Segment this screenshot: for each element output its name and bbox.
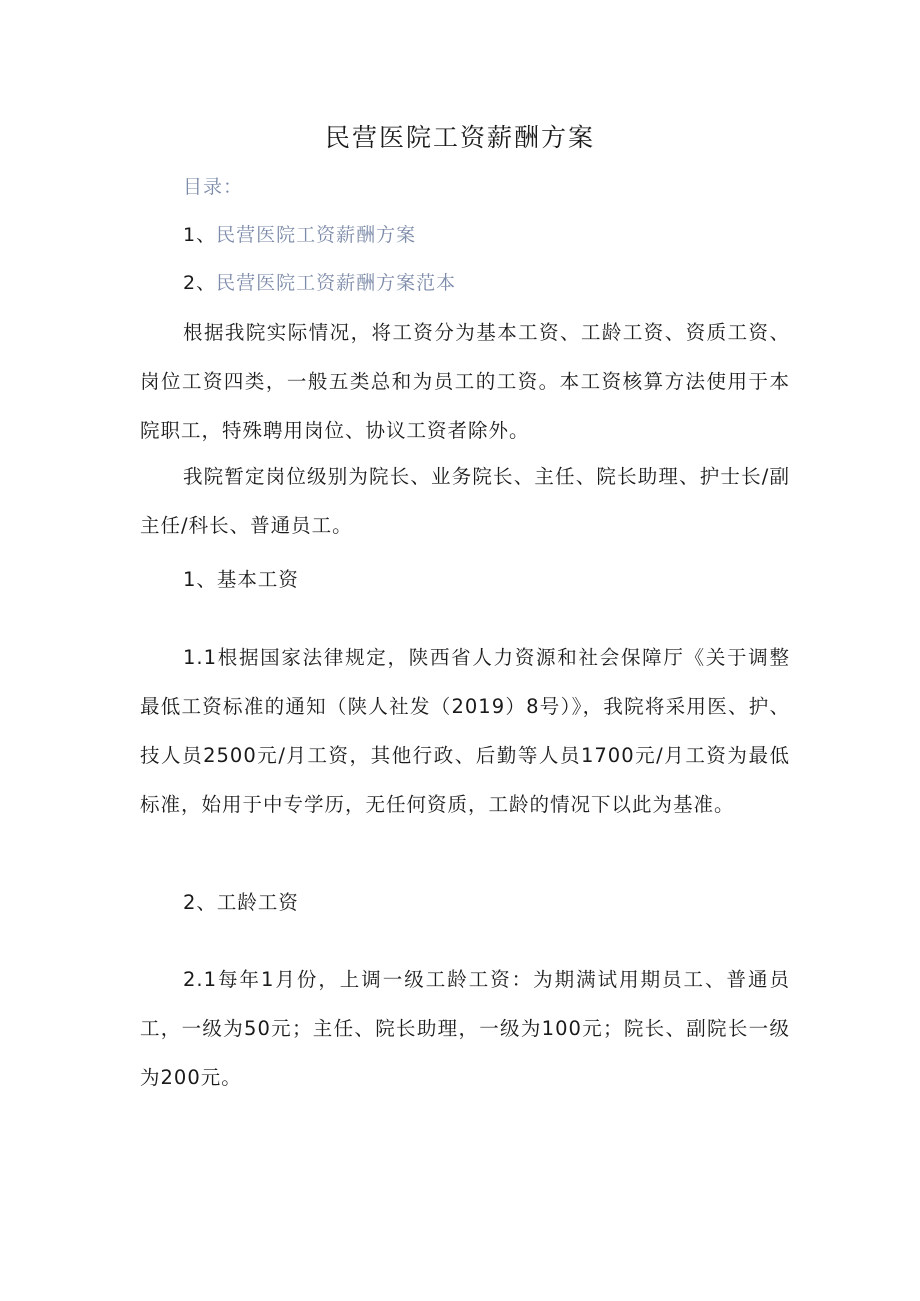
section-heading-seniority-salary: 2、工龄工资 <box>183 891 299 914</box>
paragraph-seniority-salary: 2.1每年1月份，上调一级工龄工资：为期满试用期员工、普通员工，一级为50元；主任、院长助理，一级为100元；院长、副院长一级为200元。 <box>140 968 790 1089</box>
toc-item-link[interactable]: 民营医院工资薪酬方案 <box>216 224 417 246</box>
toc-item-link[interactable]: 民营医院工资薪酬方案范本 <box>216 272 457 294</box>
toc-item-number: 1、 <box>183 224 217 246</box>
section-heading-basic-salary: 1、基本工资 <box>183 568 299 591</box>
toc-item[interactable] <box>183 268 456 298</box>
toc-item[interactable] <box>183 220 416 250</box>
toc-item-number: 2、 <box>183 272 217 294</box>
paragraph-salary-categories: 根据我院实际情况，将工资分为基本工资、工龄工资、资质工资、岗位工资四类，一般五类总和为员工的工资。本工资核算方法使用于本院职工，特殊聘用岗位、协议工资者除外。 <box>140 321 790 442</box>
paragraph-basic-salary: 1.1根据国家法律规定，陕西省人力资源和社会保障厅《关于调整最低工资标准的通知（陕人社发（2019）8号）》，我院将采用医、护、技人员2500元/月工资，其他行政、后勤等人员1700元/月工资为最低标准，始用于中专学历，无任何资质，工龄的情况下以此为基准。 <box>140 646 790 816</box>
toc-label: 目录： <box>183 176 244 198</box>
paragraph-position-levels: 我院暂定岗位级别为院长、业务院长、主任、院长助理、护士长/副主任/科长、普通员工。 <box>140 465 790 537</box>
document-title: 民营医院工资薪酬方案 <box>324 123 595 152</box>
